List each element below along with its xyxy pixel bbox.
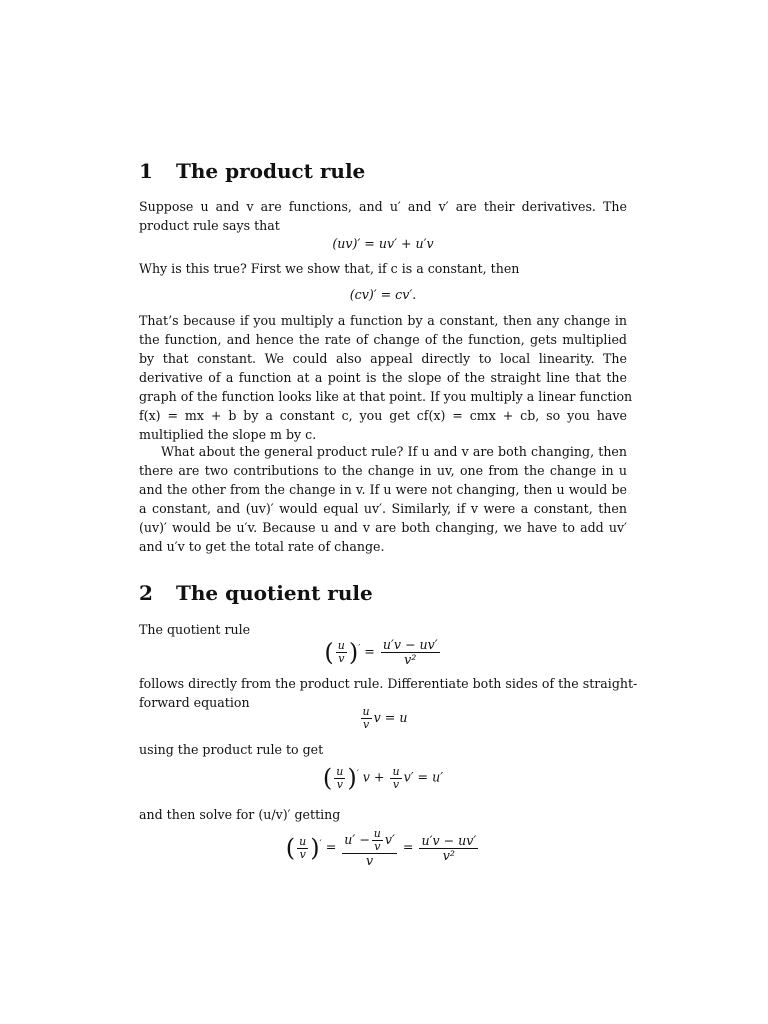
s2-paragraph-2-line-1: follows directly from the product rule. Differentiate both sides of the straight-: [139, 676, 638, 691]
section-2-heading: [139, 581, 373, 605]
s1-paragraph-3-line: derivative of a function at a point is the slope of the straight line that the: [139, 370, 627, 385]
constant-rule-equation: (cv)′ = cv′.: [349, 287, 417, 302]
s1-paragraph-4-line: and u′v to get the total rate of change.: [139, 539, 385, 554]
s1-paragraph-4-line: What about the general product rule? If u and v are both changing, then: [161, 444, 627, 459]
s2-paragraph-2-line-2: forward equation: [139, 695, 250, 710]
s2-paragraph-4: and then solve for (u/v)′ getting: [139, 807, 341, 822]
section-1-number: 1: [139, 159, 153, 183]
s1-paragraph-1-line-1: Suppose u and v are functions, and u′ and v′ are their derivatives. The: [139, 199, 627, 214]
quotient-rule-equation: ( $\frac{u}{v}$ )′ = $\frac{u'v - uv'}{\text{v²}}$: [324, 637, 438, 667]
s2-paragraph-1: The quotient rule: [139, 622, 251, 637]
s1-paragraph-3-line: graph of the function looks like at that point. If you multiply a linear function: [139, 389, 633, 404]
s1-paragraph-4-line: there are two contributions to the change in uv, one from the change in u: [139, 463, 627, 478]
s1-paragraph-4-line: (uv)′ would be u′v. Because u and v are both changing, we have to add uv′: [139, 520, 627, 535]
s1-paragraph-3-line: by that constant. We could also appeal directly to local linearity. The: [139, 351, 627, 366]
quotient-rule-derivation: ( $\frac{u}{v}$ )′ = u′ − $\frac{u}{v}$ v′ v = $\frac{u'v - uv'}{\text{v²}}$: [285, 827, 477, 868]
straightforward-equation: $\frac{u}{v}$ v = u: [362, 705, 408, 731]
s1-paragraph-4-line: and the other from the change in v. If u were not changing, then u would be: [139, 482, 627, 497]
s2-paragraph-3: using the product rule to get: [139, 742, 324, 757]
s1-paragraph-4-line: a constant, and (uv)′ would equal uv′. Similarly, if v were a constant, then: [139, 501, 627, 516]
section-2-title: The quotient rule: [176, 581, 373, 605]
section-1-title: The product rule: [176, 159, 366, 183]
s1-paragraph-3-line: multiplied the slope m by c.: [139, 427, 317, 442]
s1-paragraph-2: Why is this true? First we show that, if c is a constant, then: [139, 261, 520, 276]
s1-paragraph-3-line: f(x) = mx + b by a constant c, you get cf(x) = cmx + cb, so you have: [139, 408, 627, 423]
s1-paragraph-1-line-2: product rule says that: [139, 218, 280, 233]
product-rule-equation: (uv)′ = uv′ + u′v: [332, 236, 434, 251]
section-1-heading: [139, 159, 365, 183]
s1-paragraph-3-line: That’s because if you multiply a function by a constant, then any change in: [139, 313, 627, 328]
product-rule-applied-equation: ( $\frac{u}{v}$ )′ v + $\frac{u}{v}$ v′ = u′: [322, 764, 444, 792]
section-2-number: 2: [139, 581, 153, 605]
s1-paragraph-3-line: the function, and hence the rate of change of the function, gets multiplied: [139, 332, 627, 347]
